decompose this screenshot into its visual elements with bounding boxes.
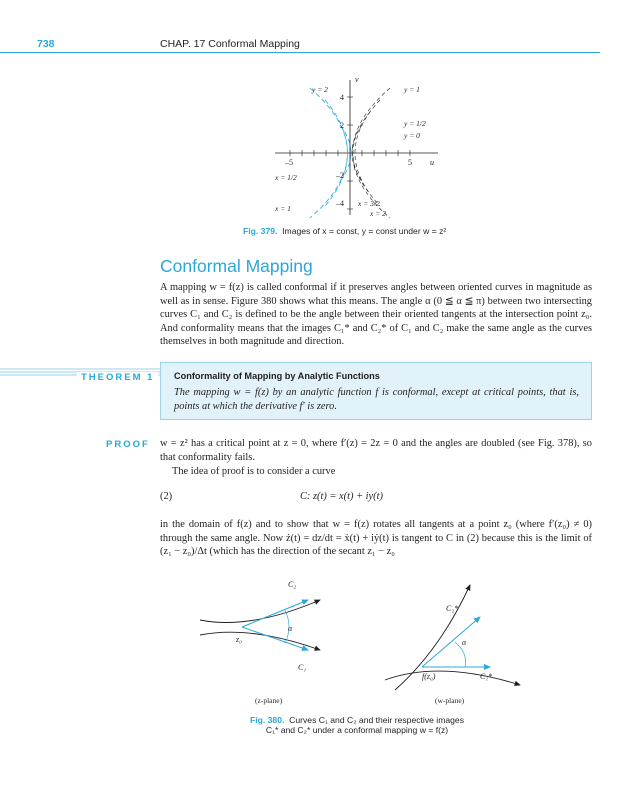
fig379-caption: [243, 226, 446, 236]
z-plane-label: (z-plane): [255, 696, 283, 705]
page-number: 738: [37, 38, 55, 50]
label-alpha-w: α: [462, 638, 467, 647]
paragraph-conformal-definition: A mapping w = f(z) is called conformal if it preserves angles between oriented curves in magnitude as well as in sense. Figure 380 shows what this means. The angle α (0 ≦ α ≦ π) between two intersecting curves C₁ and C₂ is defined to be the angle between their oriented tangents at the intersection point z₀. And conformality means that the images C₁* and C₂* of C₁ and C₂ make the same angle as the curves themselves in both magnitude and direction.: [160, 282, 592, 348]
label-alpha-z: α: [288, 624, 293, 633]
label-c1-star: C₁*: [480, 672, 493, 681]
tick-label-neg5: –5: [285, 158, 293, 167]
theorem-body: The mapping w = f(z) by an analytic function f is conformal, except at critical points, that is, points at which the derivative f′ is zero.: [174, 387, 579, 412]
fig379-caption-label: Fig. 379.: [243, 226, 278, 236]
label-y-0: y = 0: [404, 131, 420, 140]
label-c2-star: C₂*: [446, 604, 459, 613]
w-plane-curves: [385, 585, 520, 690]
label-y-half: y = 1/2: [404, 119, 426, 128]
z-plane-curves: [200, 600, 320, 650]
label-x-3-2: x = 3/2: [358, 199, 380, 208]
tick-label-2: 2: [340, 121, 344, 130]
tick-label-neg4: –4: [336, 199, 344, 208]
label-z0: z₀: [236, 635, 242, 644]
label-c2: C₂: [288, 580, 297, 589]
equation-2: C: z(t) = x(t) + iy(t): [300, 491, 383, 502]
curve-c1-image: [385, 671, 520, 685]
fig380-caption: [232, 715, 482, 735]
label-x-half: x = 1/2: [275, 173, 297, 182]
header-rule: [0, 52, 600, 53]
axis-v-label: v: [355, 75, 359, 84]
tick-label-5: 5: [408, 158, 412, 167]
running-head: CHAP. 17 Conformal Mapping: [160, 38, 300, 50]
tick-label-4: 4: [340, 93, 344, 102]
proof-paragraph-2: The idea of proof is to consider a curve: [172, 466, 336, 477]
section-title: Conformal Mapping: [160, 256, 313, 276]
curve-c1: [200, 632, 320, 650]
page-header: [0, 38, 639, 56]
fig379-caption-text: Images of x = const, y = const under w = z²: [282, 226, 447, 236]
tick-label-neg2: –2: [336, 171, 344, 180]
fig379-plot: [270, 70, 450, 220]
label-x-1: x = 1: [275, 204, 291, 213]
proof-paragraph-3: in the domain of f(z) and to show that w = f(z) rotates all tangents at a point z₀ (where f′(z₀) ≠ 0) through the same angle. Now ż(t) = dz/dt = ẋ(t) + iẏ(t) is tangent to C in (2) because this is the limit of (z₁ − z₀)/Δt (which has the direction of the secant z₁ − z₀: [160, 519, 592, 558]
axis-u-label: u: [430, 158, 434, 167]
theorem-label: THEOREM 1: [77, 372, 158, 383]
theorem-title: Conformality of Mapping by Analytic Functions: [174, 371, 380, 381]
label-y-1: y = 1: [404, 85, 420, 94]
tangent-c1: [242, 627, 308, 650]
fig380-caption-line2: C₁* and C₂* under a conformal mapping w = f(z): [265, 725, 449, 735]
fig380-caption-label: Fig. 380.: [249, 715, 285, 725]
label-c1: C₁: [298, 663, 307, 672]
label-y-2: y = 2: [312, 85, 328, 94]
tangent-c2: [242, 600, 308, 627]
label-fz0: f(z₀): [422, 672, 436, 681]
fig380-caption-line1: Curves C₁ and C₂ and their respective images: [289, 715, 465, 725]
w-plane-label: (w-plane): [435, 696, 465, 705]
proof-paragraph-1: w = z² has a critical point at z = 0, where f′(z) = 2z = 0 and the angles are doubled (see Fig. 378), so that conformality fails.: [160, 438, 592, 463]
tangent-c2-image: [422, 617, 480, 667]
label-x-2: x = 2: [370, 209, 386, 218]
equation-number: (2): [160, 491, 173, 502]
fig380-diagram: [190, 575, 550, 705]
proof-label: PROOF: [106, 439, 150, 450]
